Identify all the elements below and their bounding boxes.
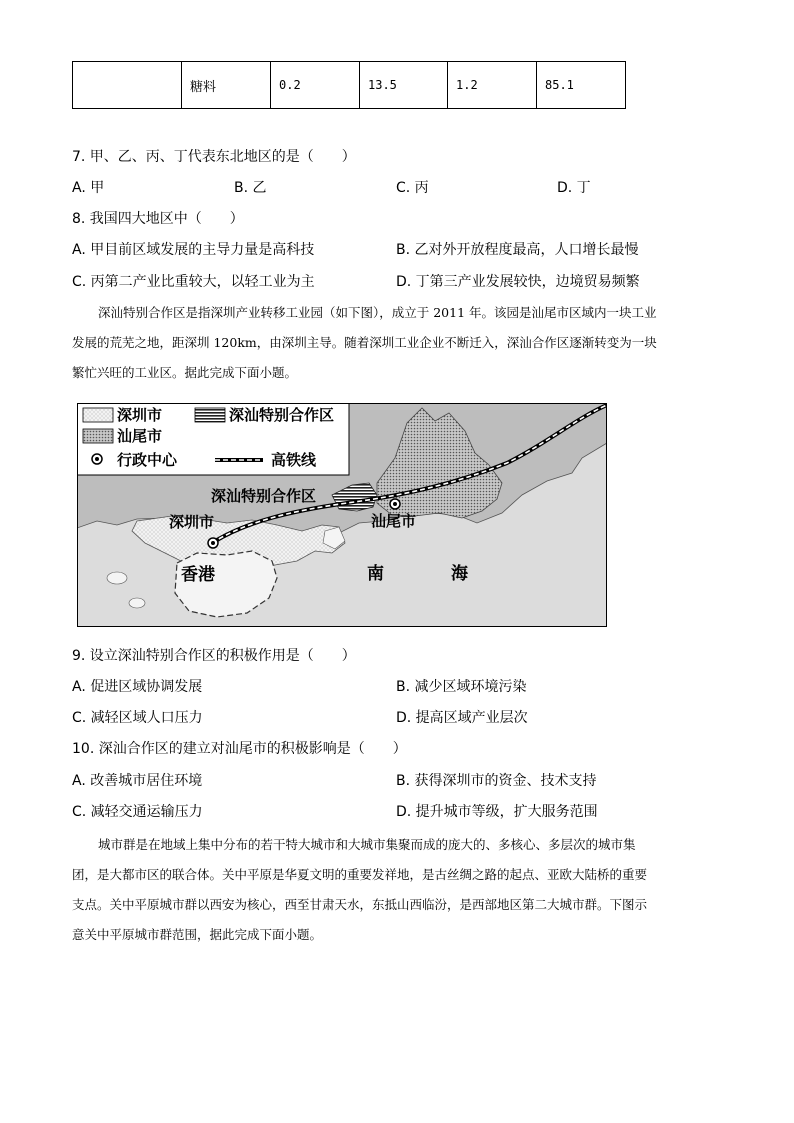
legend-symbol-admin	[92, 454, 102, 464]
q8-option-a[interactable]: A. 甲目前区域发展的主导力量是高科技	[72, 242, 315, 258]
q10-option-b[interactable]: B. 获得深圳市的资金、技术支持	[396, 773, 597, 789]
data-table	[72, 61, 626, 109]
map-label-hai: 海	[451, 564, 468, 584]
q7-option-b[interactable]: B. 乙	[234, 180, 267, 196]
admin-center-shanwei	[390, 499, 400, 509]
map-figure	[77, 403, 607, 627]
shenshan-map	[77, 403, 607, 627]
passage-shenshan	[72, 298, 722, 388]
map-label-shenzhen: 深圳市	[169, 513, 215, 531]
passage-line: 意关中平原城市群范围，据此完成下面小题。	[72, 927, 323, 942]
legend-label-hsr: 高铁线	[271, 451, 317, 469]
table-cell: 糖料	[182, 62, 271, 109]
q9-option-a[interactable]: A. 促进区域协调发展	[72, 679, 203, 695]
passage-line: 繁忙兴旺的工业区。据此完成下面小题。	[72, 365, 298, 380]
q7-stem: 7. 甲、乙、丙、丁代表东北地区的是（ ）	[72, 149, 356, 165]
table-cell: 0.2	[271, 62, 360, 109]
table-cell	[73, 62, 182, 109]
q8-option-c[interactable]: C. 丙第二产业比重较大，以轻工业为主	[72, 274, 315, 290]
legend-label-shenzhen: 深圳市	[117, 406, 163, 424]
legend-swatch-shenzhen	[83, 408, 113, 422]
q10-option-d[interactable]: D. 提升城市等级，扩大服务范围	[396, 804, 598, 820]
table-cell: 85.1	[537, 62, 626, 109]
q9-option-d[interactable]: D. 提高区域产业层次	[396, 710, 528, 726]
map-label-hongkong: 香港	[181, 565, 215, 585]
q9-option-b[interactable]: B. 减少区域环境污染	[396, 679, 527, 695]
q7-option-c[interactable]: C. 丙	[396, 180, 429, 196]
q8-option-b[interactable]: B. 乙对外开放程度最高，人口增长最慢	[396, 242, 639, 258]
passage-line: 支点。关中平原城市群以西安为核心，西至甘肃天水，东抵山西临汾，是西部地区第二大城市群。下图示	[72, 897, 648, 912]
q8-stem: 8. 我国四大地区中（ ）	[72, 211, 244, 227]
legend-label-shanwei: 汕尾市	[117, 427, 163, 445]
island	[107, 572, 127, 584]
map-label-shenshan: 深汕特别合作区	[211, 487, 317, 505]
legend-swatch-shenshan	[195, 408, 225, 422]
table-cell: 13.5	[360, 62, 448, 109]
passage-line: 发展的荒芜之地，距深圳 120km，由深圳主导。随着深圳工业企业不断迁入，深汕合作区逐渐转变为一块	[72, 335, 657, 350]
passage-guanzhong	[72, 830, 722, 950]
admin-center-shenzhen	[208, 538, 218, 548]
legend-label-shenshan: 深汕特别合作区	[229, 406, 335, 424]
island	[129, 598, 145, 608]
q8-option-d[interactable]: D. 丁第三产业发展较快，边境贸易频繁	[396, 274, 640, 290]
q10-option-c[interactable]: C. 减轻交通运输压力	[72, 804, 203, 820]
q9-option-c[interactable]: C. 减轻区域人口压力	[72, 710, 203, 726]
q10-option-a[interactable]: A. 改善城市居住环境	[72, 773, 203, 789]
passage-line: 深汕特别合作区是指深圳产业转移工业园（如下图），成立于 2011 年。该园是汕尾市区域内一块工业	[98, 305, 657, 320]
table-cell: 1.2	[448, 62, 537, 109]
q7-option-a[interactable]: A. 甲	[72, 180, 105, 196]
legend-swatch-shanwei	[83, 429, 113, 443]
map-label-nan: 南	[367, 564, 384, 584]
passage-line: 城市群是在地域上集中分布的若干特大城市和大城市集聚而成的庞大的、多核心、多层次的城市集	[98, 837, 636, 852]
legend-label-admin: 行政中心	[117, 451, 178, 469]
map-label-shanwei: 汕尾市	[371, 512, 417, 530]
q10-stem: 10. 深汕合作区的建立对汕尾市的积极影响是（ ）	[72, 741, 407, 757]
q9-stem: 9. 设立深汕特别合作区的积极作用是（ ）	[72, 648, 356, 664]
passage-line: 团，是大都市区的联合体。关中平原是华夏文明的重要发祥地，是古丝绸之路的起点、亚欧大陆桥的重要	[72, 867, 648, 882]
table-row	[73, 62, 626, 109]
q7-option-d[interactable]: D. 丁	[557, 180, 591, 196]
